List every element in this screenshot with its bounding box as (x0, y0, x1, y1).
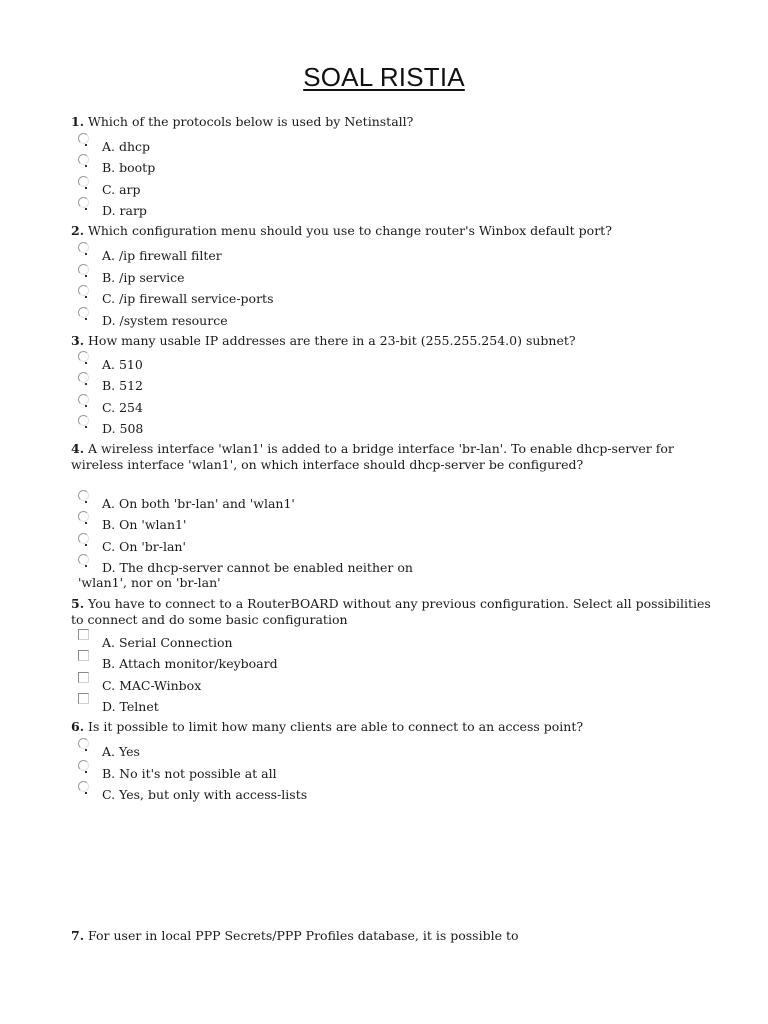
option-label: D. Telnet (102, 699, 159, 714)
radio-button[interactable] (76, 759, 94, 777)
question-number: 1. (71, 114, 85, 129)
option-label: C. On 'br-lan' (102, 539, 186, 554)
question-number: 7. (71, 928, 85, 943)
question-number: 2. (71, 223, 85, 238)
radio-button[interactable] (76, 371, 94, 389)
page-title: SOAL RISTIA (303, 62, 465, 92)
checkbox[interactable] (76, 628, 94, 646)
option-2c[interactable] (76, 291, 274, 307)
option-label: B. Attach monitor/keyboard (102, 656, 278, 671)
option-label-continued: 'wlan1', nor on 'br-lan' (78, 575, 221, 590)
radio-button[interactable] (76, 241, 94, 259)
question-7 (71, 928, 711, 944)
radio-button[interactable] (76, 175, 94, 193)
option-5a[interactable] (76, 635, 233, 651)
question-1 (71, 114, 711, 130)
radio-button[interactable] (76, 284, 94, 302)
option-label: C. 254 (102, 400, 143, 415)
option-label: D. rarp (102, 203, 147, 218)
radio-button[interactable] (76, 737, 94, 755)
option-4a[interactable] (76, 496, 295, 512)
option-6b[interactable] (76, 766, 277, 782)
option-label: A. Yes (102, 744, 140, 759)
option-4d[interactable] (76, 560, 413, 590)
question-2 (71, 223, 711, 239)
option-label: D. The dhcp-server cannot be enabled neither on (102, 560, 413, 575)
radio-button[interactable] (76, 393, 94, 411)
radio-button[interactable] (76, 263, 94, 281)
radio-button[interactable] (76, 489, 94, 507)
question-5 (71, 596, 711, 628)
checkbox[interactable] (76, 671, 94, 689)
radio-button[interactable] (76, 414, 94, 432)
option-3b[interactable] (76, 378, 143, 394)
option-label: B. 512 (102, 378, 143, 393)
option-label: B. No it's not possible at all (102, 766, 277, 781)
option-label: A. /ip firewall filter (102, 248, 222, 263)
option-label: B. On 'wlan1' (102, 517, 187, 532)
option-label: C. /ip firewall service-ports (102, 291, 274, 306)
option-label: D. /system resource (102, 313, 228, 328)
checkbox[interactable] (76, 649, 94, 667)
option-1d[interactable] (76, 203, 147, 219)
option-label: C. Yes, but only with access-lists (102, 787, 308, 802)
option-label: B. bootp (102, 160, 156, 175)
option-3d[interactable] (76, 421, 144, 437)
question-text: Which of the protocols below is used by Netinstall? (84, 114, 414, 129)
radio-button[interactable] (76, 780, 94, 798)
radio-button[interactable] (76, 532, 94, 550)
option-label: C. arp (102, 182, 141, 197)
question-text: For user in local PPP Secrets/PPP Profiles database, it is possible to (84, 928, 519, 943)
question-number: 3. (71, 333, 85, 348)
radio-button[interactable] (76, 132, 94, 150)
question-text: How many usable IP addresses are there in a 23-bit (255.255.254.0) subnet? (84, 333, 576, 348)
question-number: 4. (71, 441, 85, 456)
question-6 (71, 719, 711, 735)
question-text: Is it possible to limit how many clients are able to connect to an access point? (84, 719, 584, 734)
option-5b[interactable] (76, 656, 278, 672)
option-6a[interactable] (76, 744, 140, 760)
question-number: 5. (71, 596, 85, 611)
option-label: A. dhcp (102, 139, 151, 154)
option-4b[interactable] (76, 517, 187, 533)
question-number: 6. (71, 719, 85, 734)
question-text: Which configuration menu should you use to change router's Winbox default port? (84, 223, 612, 238)
option-label: C. MAC-Winbox (102, 678, 202, 693)
question-text: A wireless interface 'wlan1' is added to a bridge interface 'br-lan'. To enable dhcp-server for wireless interface 'wlan1', on which interface should dhcp-server be configured? (71, 441, 674, 472)
radio-button[interactable] (76, 196, 94, 214)
question-3 (71, 333, 711, 349)
option-2a[interactable] (76, 248, 222, 264)
radio-button[interactable] (76, 553, 94, 571)
option-label: A. 510 (102, 357, 143, 372)
option-label: A. Serial Connection (102, 635, 233, 650)
question-4 (71, 441, 711, 473)
option-1b[interactable] (76, 160, 156, 176)
option-label: B. /ip service (102, 270, 185, 285)
radio-button[interactable] (76, 350, 94, 368)
option-6c[interactable] (76, 787, 308, 803)
option-label: A. On both 'br-lan' and 'wlan1' (102, 496, 295, 511)
radio-button[interactable] (76, 153, 94, 171)
option-5d[interactable] (76, 699, 159, 715)
checkbox[interactable] (76, 692, 94, 710)
question-text: You have to connect to a RouterBOARD without any previous configuration. Select all possibilities to connect and do some basic configuration (71, 596, 711, 627)
radio-button[interactable] (76, 510, 94, 528)
option-label: D. 508 (102, 421, 144, 436)
option-2d[interactable] (76, 313, 228, 329)
radio-button[interactable] (76, 306, 94, 324)
